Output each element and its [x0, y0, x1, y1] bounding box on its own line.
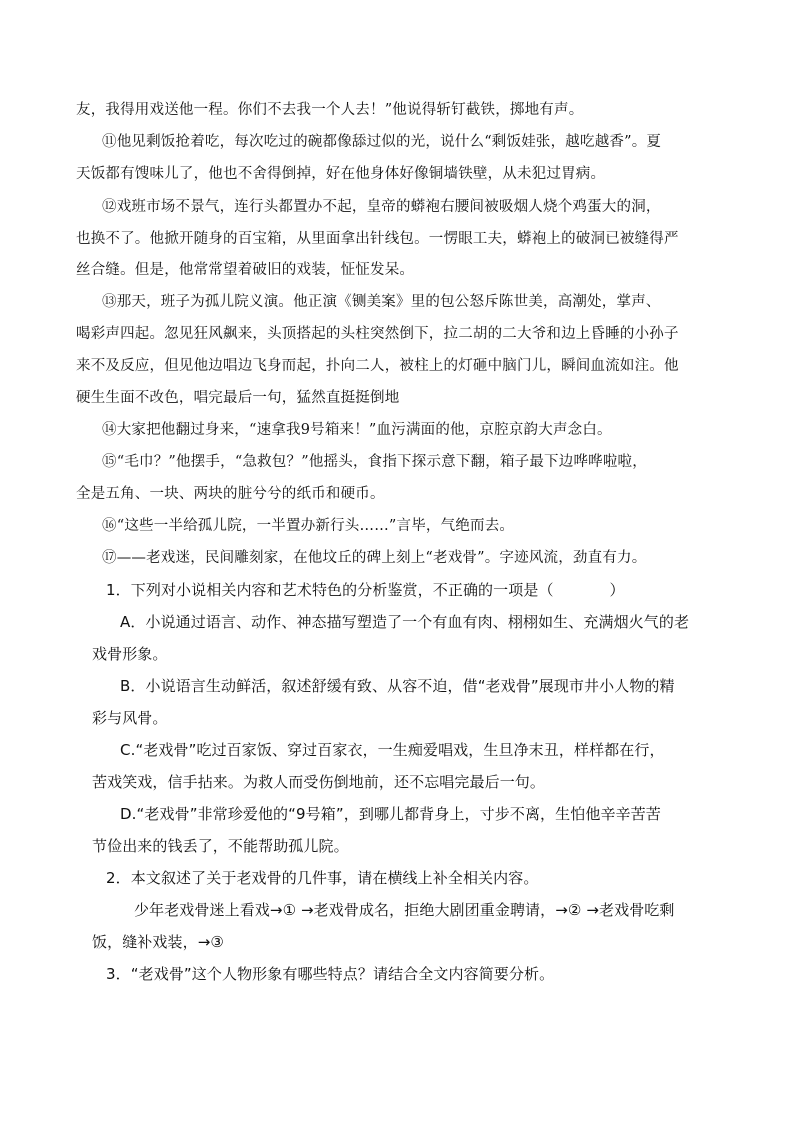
option-c-line-1: C.“老戏骨”吃过百家饭、穿过百家衣，一生痴爱唱戏，生旦净末丑，样样都在行， — [120, 741, 665, 759]
option-b-line-2: 彩与风骨。 — [92, 709, 168, 727]
passage-p13-line-4: 硬生生面不改色，唱完最后一句，猛然直挺挺倒地 — [76, 390, 400, 406]
question-2-line-2: 饭，缝补戏装，→③ — [92, 933, 224, 951]
passage-p12-line-2: 也换不了。他掀开随身的百宝箱，从里面拿出针线包。一愣眼工夫，蟒袍上的破洞已被缝得严 — [76, 231, 679, 247]
passage-p11-line-1: ⑪他见剩饭抢着吃，每次吃过的碗都像舔过似的光，说什么“剩饭娃张，越吃越香”。夏 — [102, 134, 662, 150]
passage-p12-line-3: 丝合缝。但是，他常常望着破旧的戏装，怔怔发呆。 — [76, 262, 415, 278]
passage-p14: ⑭大家把他翻过身来，“速拿我9号箱来！”血污满面的他，京腔京韵大声念白。 — [102, 422, 612, 438]
passage-p11-line-2: 天饭都有馊味儿了，他也不舍得倒掉，好在他身体好像铜墙铁壁，从未犯过胃病。 — [76, 166, 606, 182]
option-b-line-1: B．小说语言生动鲜活，叙述舒缓有致、从容不迫，借“老戏骨”展现市井小人物的精 — [120, 677, 675, 695]
option-d-line-2: 节俭出来的钱丢了，不能帮助孤儿院。 — [92, 837, 349, 855]
question-3-stem: 3．“老戏骨”这个人物形象有哪些特点？请结合全文内容简要分析。 — [106, 965, 555, 983]
question-2-line-1: 少年老戏骨迷上看戏→① →老戏骨成名，拒绝大剧团重金聘请，→② →老戏骨吃剩 — [134, 901, 675, 919]
passage-p13-line-1: ⑬那天，班子为孤儿院义演。他正演《铡美案》里的包公怒斥陈世美，高潮处，掌声、 — [102, 294, 661, 310]
question-2-stem: 2．本文叙述了关于老戏骨的几件事，请在横线上补全相关内容。 — [106, 869, 539, 887]
passage-p15-line-2: 全是五角、一块、两块的脏兮兮的纸币和硬币。 — [76, 486, 385, 502]
question-1-stem-text: 1．下列对小说相关内容和艺术特色的分析鉴赏，不正确的一项是（ — [106, 581, 554, 599]
passage-p13-line-2: 喝彩声四起。忽见狂风飙来，头顶搭起的头柱突然倒下，拉二胡的二大爷和边上昏睡的小孙子 — [76, 326, 679, 342]
question-1-stem — [106, 580, 625, 600]
passage-p12-line-1: ⑫戏班市场不景气，连行头都置办不起，皇帝的蟒袍右腰间被吸烟人烧个鸡蛋大的洞， — [102, 199, 661, 215]
passage-p17: ⑰——老戏迷，民间雕刻家，在他坟丘的碑上刻上“老戏骨”。字迹风流，劲直有力。 — [102, 550, 647, 566]
option-d-line-1: D.“老戏骨”非常珍爱他的“9号箱”，到哪儿都背身上，寸步不离，生怕他辛辛苦苦 — [120, 805, 661, 823]
passage-p16: ⑯“这些一半给孤儿院，一半置办新行头……”言毕，气绝而去。 — [102, 518, 515, 534]
option-c-line-2: 苦戏笑戏，信手拈来。为救人而受伤倒地前，还不忘唱完最后一句。 — [92, 773, 546, 791]
option-a-line-2: 戏骨形象。 — [92, 645, 168, 663]
passage-p13-line-3: 来不及反应，但见他边唱边飞身而起，扑向二人，被柱上的灯砸中脑门儿，瞬间血流如注。他 — [76, 358, 679, 374]
passage-p15-line-1: ⑮“毛巾？”他摆手，“急救包？”他摇头，食指下探示意下翻，箱子最下边哗哗啦啦， — [102, 454, 647, 470]
option-a-line-1: A．小说通过语言、动作、神态描写塑造了一个有血有肉、栩栩如生、充满烟火气的老 — [120, 613, 690, 631]
question-1-stem-close: ） — [609, 581, 625, 599]
passage-p10-tail: 友，我得用戏送他一程。你们不去我一个人去！”他说得斩钉截铁，掷地有声。 — [76, 102, 584, 118]
